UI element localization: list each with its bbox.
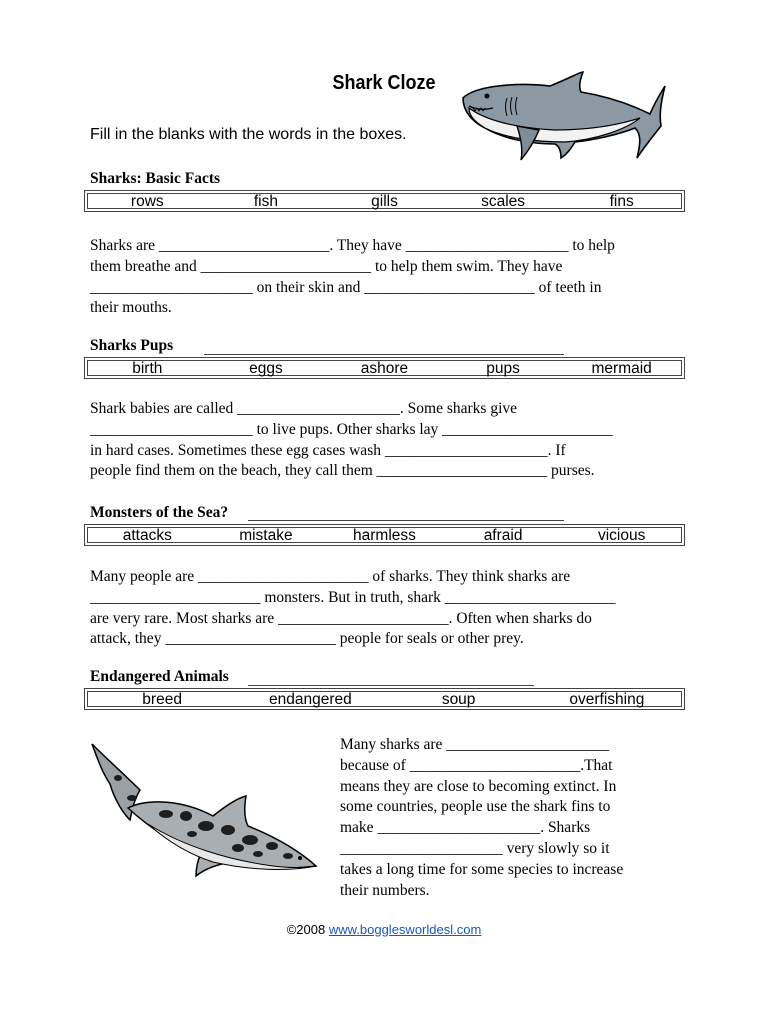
text-line: some countries, people use the shark fins to bbox=[340, 798, 611, 816]
word-bank-item: gills bbox=[371, 193, 398, 210]
section-heading: Sharks Pups bbox=[90, 337, 174, 354]
word-box bbox=[84, 688, 685, 710]
word-bank-item: eggs bbox=[249, 360, 283, 377]
section-heading: Monsters of the Sea? bbox=[90, 504, 229, 521]
word-bank-item: overfishing bbox=[569, 691, 645, 708]
word-bank-item: fins bbox=[609, 193, 634, 210]
text-line: their mouths. bbox=[90, 299, 172, 317]
text-line: takes a long time for some species to increase bbox=[340, 860, 624, 878]
text-line: make _____________________. Sharks bbox=[340, 819, 591, 837]
word-bank-item: breed bbox=[142, 691, 182, 708]
word-bank-item: soup bbox=[441, 691, 476, 708]
divider bbox=[204, 354, 564, 355]
word-bank-item: ashore bbox=[360, 360, 409, 377]
leopard-shark-image bbox=[88, 738, 324, 878]
section-heading: Endangered Animals bbox=[90, 668, 229, 685]
text-line: Sharks are ______________________. They have _____________________ to help bbox=[90, 237, 615, 254]
word-bank-item: fish bbox=[253, 193, 278, 210]
text-line: them breathe and ______________________ to help them swim. They have bbox=[90, 257, 563, 275]
text-line: in hard cases. Sometimes these egg cases wash _____________________. If bbox=[90, 441, 566, 459]
word-box bbox=[84, 190, 685, 212]
word-bank-item: mermaid bbox=[591, 360, 652, 377]
word-bank-item: endangered bbox=[269, 691, 352, 708]
section-heading: Sharks: Basic Facts bbox=[90, 170, 221, 187]
text-line: _____________________ to live pups. Other sharks lay ______________________ bbox=[90, 420, 613, 438]
text-line: _____________________ on their skin and ______________________ of teeth in bbox=[90, 278, 602, 296]
word-box bbox=[84, 357, 685, 379]
word-bank-item: attacks bbox=[122, 527, 172, 544]
text-line: means they are close to becoming extinct. In bbox=[340, 777, 617, 795]
great-white-shark-image bbox=[455, 68, 675, 178]
instructions: Fill in the blanks with the words in the boxes. bbox=[90, 126, 407, 143]
text-line: Many people are ______________________ of sharks. They think sharks are bbox=[90, 568, 571, 585]
cloze-paragraph bbox=[90, 399, 690, 482]
text-line: attack, they ______________________ people for seals or other prey. bbox=[90, 630, 524, 648]
word-bank-item: pups bbox=[486, 360, 520, 377]
text-line: ______________________ monsters. But in truth, shark ______________________ bbox=[90, 588, 616, 606]
text-line: people find them on the beach, they call them ______________________ purses. bbox=[90, 462, 595, 480]
text-line: their numbers. bbox=[340, 881, 430, 899]
word-bank-item: afraid bbox=[483, 527, 523, 544]
word-bank-item: rows bbox=[130, 193, 164, 210]
divider bbox=[248, 520, 564, 521]
cloze-paragraph bbox=[90, 236, 690, 319]
word-box bbox=[84, 524, 685, 546]
copyright-text: ©2008 bbox=[286, 922, 326, 937]
divider bbox=[248, 685, 534, 686]
page-title: Shark Cloze bbox=[332, 72, 436, 94]
text-line: _____________________ very slowly so it bbox=[340, 839, 610, 857]
website-link[interactable]: www.bogglesworldesl.com bbox=[328, 922, 482, 937]
word-bank-item: scales bbox=[481, 193, 526, 210]
text-line: Shark babies are called _____________________. Some sharks give bbox=[90, 400, 518, 417]
word-bank-item: vicious bbox=[597, 527, 646, 544]
text-line: because of ______________________.That bbox=[340, 756, 613, 774]
word-bank-item: birth bbox=[132, 360, 163, 377]
text-line: are very rare. Most sharks are ______________________. Often when sharks do bbox=[90, 609, 592, 627]
text-line: Many sharks are _____________________ bbox=[340, 736, 610, 753]
word-bank-item: mistake bbox=[239, 527, 293, 544]
cloze-paragraph bbox=[340, 735, 680, 901]
cloze-paragraph bbox=[90, 567, 690, 650]
word-bank-item: harmless bbox=[353, 527, 416, 544]
footer bbox=[0, 922, 768, 937]
